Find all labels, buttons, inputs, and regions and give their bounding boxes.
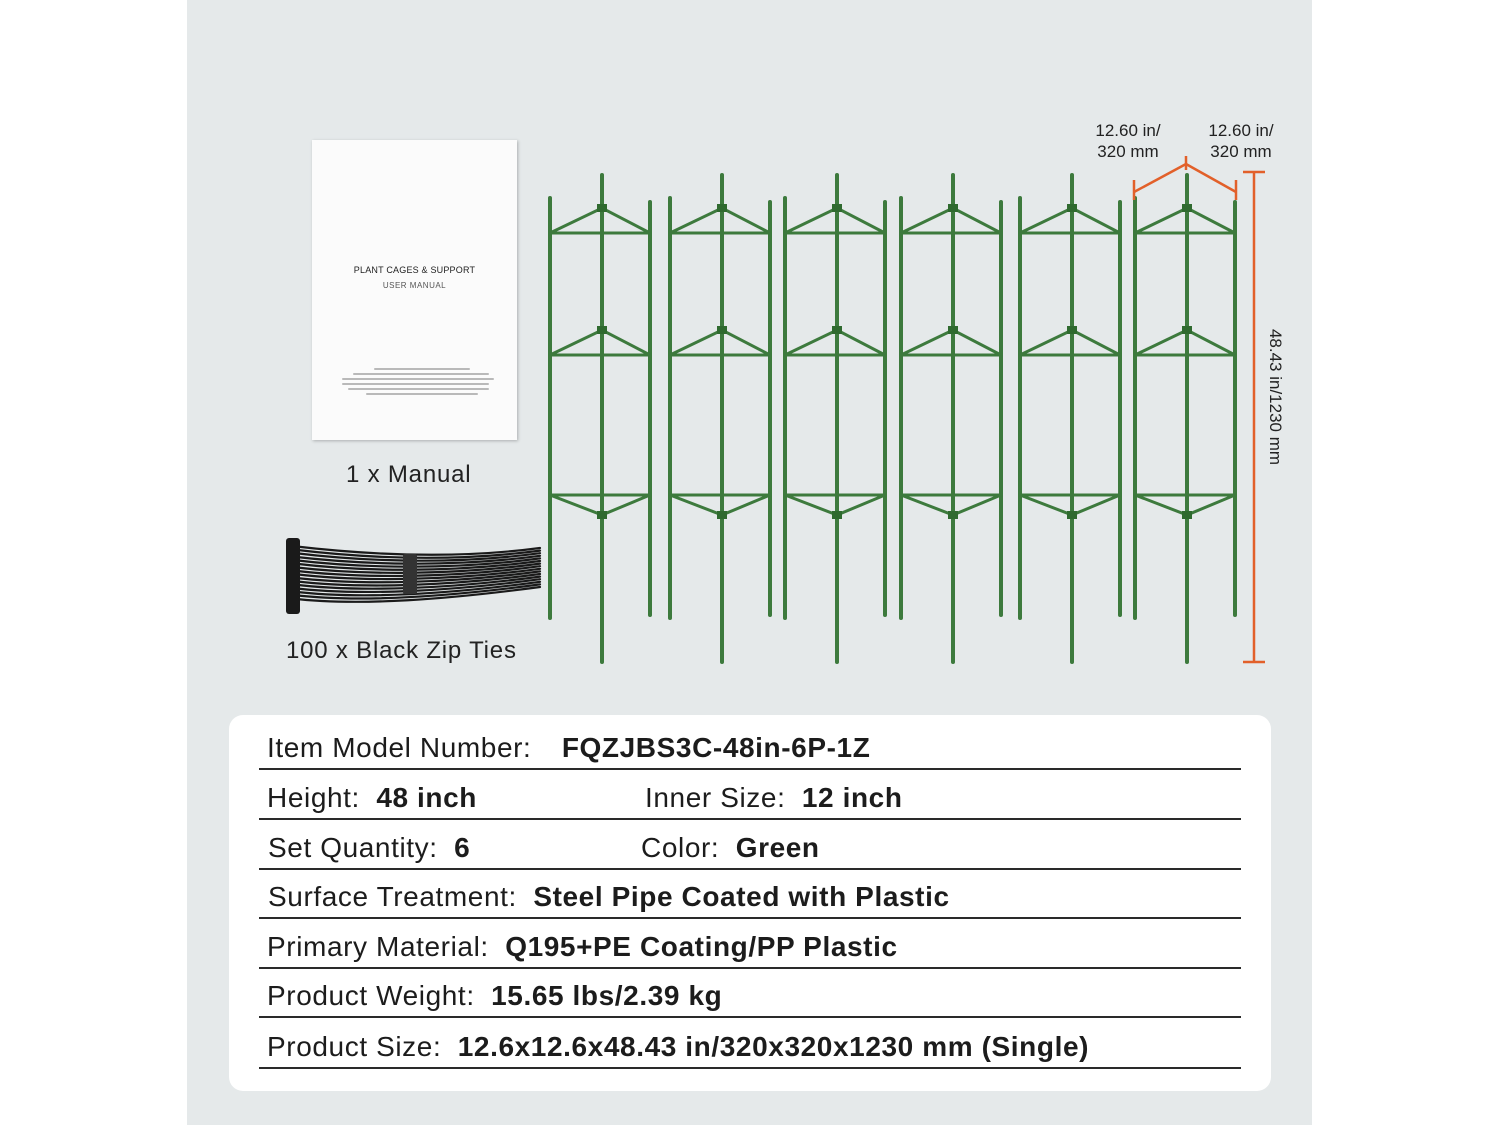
spec-row-surface bbox=[259, 868, 1241, 919]
cage-connector bbox=[948, 511, 958, 519]
plant-cage bbox=[550, 175, 650, 662]
cage-connector bbox=[1182, 511, 1192, 519]
plant-cage bbox=[670, 175, 770, 662]
color-label: Color: bbox=[641, 832, 720, 863]
plant-cages bbox=[550, 175, 1235, 662]
cage-connector bbox=[832, 204, 842, 212]
color-value: Green bbox=[735, 832, 820, 863]
product-size-value: 12.6x12.6x48.43 in/320x320x1230 mm (Single) bbox=[457, 1031, 1090, 1062]
manual-caption: 1 x Manual bbox=[346, 461, 472, 488]
manual-title: PLANT CAGES & SUPPORT bbox=[353, 265, 476, 275]
spec-row-size bbox=[259, 1018, 1241, 1069]
set-quantity-value: 6 bbox=[454, 832, 471, 863]
model-value: FQZJBS3C-48in-6P-1Z bbox=[561, 732, 871, 763]
cage-connector bbox=[1182, 204, 1192, 212]
product-weight-value: 15.65 lbs/2.39 kg bbox=[491, 980, 723, 1011]
product-weight-label: Product Weight: bbox=[267, 980, 475, 1011]
cage-connector bbox=[1067, 204, 1077, 212]
cage-connector bbox=[1182, 326, 1192, 334]
dimension-line-width-left bbox=[1134, 164, 1186, 192]
cage-connector bbox=[597, 326, 607, 334]
cage-connector bbox=[948, 326, 958, 334]
zip-tie-heads bbox=[286, 538, 300, 614]
cage-connector bbox=[717, 326, 727, 334]
primary-material-label: Primary Material: bbox=[267, 931, 489, 962]
cage-connector bbox=[717, 204, 727, 212]
set-quantity-label: Set Quantity: bbox=[268, 832, 438, 863]
plant-cage bbox=[1135, 175, 1235, 662]
inner-size-label: Inner Size: bbox=[645, 782, 786, 813]
cage-connector bbox=[1067, 326, 1077, 334]
product-size-label: Product Size: bbox=[267, 1031, 442, 1062]
dimension-line-width-right bbox=[1186, 164, 1236, 192]
cage-connector bbox=[1067, 511, 1077, 519]
cage-connector bbox=[832, 511, 842, 519]
cage-connector bbox=[948, 204, 958, 212]
width-dimension-left: 12.60 in/ 320 mm bbox=[1095, 121, 1161, 161]
width-dimension-right: 12.60 in/ 320 mm bbox=[1208, 121, 1274, 161]
plant-cage bbox=[1020, 175, 1120, 662]
spec-row-material bbox=[259, 918, 1241, 969]
inner-size-value: 12 inch bbox=[801, 782, 903, 813]
cage-connector bbox=[597, 511, 607, 519]
height-value: 48 inch bbox=[376, 782, 477, 813]
spec-row-qty-color bbox=[259, 819, 1241, 870]
zip-tie-binding bbox=[403, 554, 417, 594]
zip-ties-caption: 100 x Black Zip Ties bbox=[286, 637, 517, 664]
surface-treatment-value: Steel Pipe Coated with Plastic bbox=[533, 881, 950, 912]
height-label: Height: bbox=[267, 782, 360, 813]
cage-connector bbox=[597, 204, 607, 212]
surface-treatment-label: Surface Treatment: bbox=[268, 881, 517, 912]
spec-row-model bbox=[259, 719, 1241, 770]
height-dimension: 48.43 in/1230 mm bbox=[1266, 328, 1285, 466]
spec-row-height-inner bbox=[259, 769, 1241, 820]
manual-subtitle: USER MANUAL bbox=[382, 281, 447, 290]
zip-ties-bundle bbox=[286, 538, 540, 614]
cage-connector bbox=[717, 511, 727, 519]
cage-connector bbox=[832, 326, 842, 334]
plant-cage bbox=[901, 175, 1001, 662]
spec-row-weight bbox=[259, 967, 1241, 1018]
specifications-table bbox=[229, 715, 1271, 1091]
primary-material-value: Q195+PE Coating/PP Plastic bbox=[505, 931, 898, 962]
plant-cage bbox=[785, 175, 885, 662]
model-label: Item Model Number: bbox=[267, 732, 532, 763]
